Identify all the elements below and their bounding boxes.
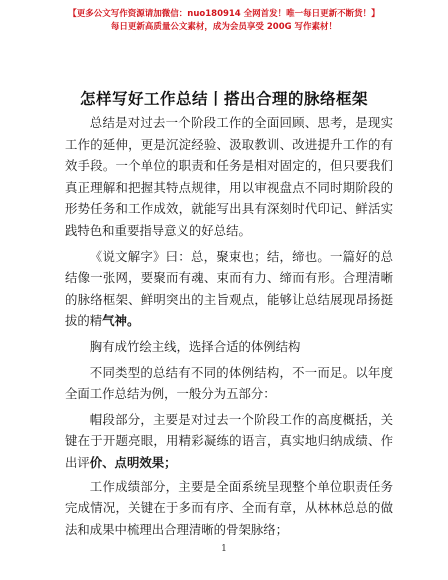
paragraph-shuowen [65,246,393,332]
paragraph-intro-text: 总结是对过去一个阶段工作的全面回顾、思考，是现实工作的延伸，更是沉淀经验、汲取教训、改进提升工作的有效手段。一个单位的职责和任务是相对固定的，但只要我们真正理解和把握其特点规律，用以审视盘点不同时期阶段的形势任务和工作成效，就能写出具有深刻时代印记、鲜活实践特色和重要指导意义的好总结。 [65,115,393,238]
document-body [65,112,393,544]
paragraph-structure-text: 不同类型的总结有不同的体例结构，不一而足。以年度全面工作总结为例，一般分为五部分： [65,364,393,402]
paragraph-shuowen-bold-tail: 气神。 [102,313,140,329]
paragraph-achievements-part [65,476,393,541]
paragraph-opening-part-bold-tail: 价、点明效果； [89,454,177,470]
document-title: 怎样写好工作总结丨搭出合理的脉络框架 [79,90,368,108]
promo-banner-line-1: 【更多公文写作资源请加微信：nuo180914 全网首发！唯一每日更新不断货！】 [68,9,380,19]
paragraph-opening-part-text: 帽段部分，主要是对过去一个阶段工作的高度概括，关键在于开题亮眼，用精彩凝练的语言，真实地归纳成绩、作出评 [65,411,393,470]
paragraph-achievements-part-text: 工作成绩部分，主要是全面系统呈现整个单位职责任务完成情况，关键在于多而有序、全而有章，从林林总总的做法和成果中梳理出合理清晰的骨架脉络； [65,478,393,537]
page-number: 1 [221,544,227,554]
section-heading-mainline [65,336,393,358]
paragraph-structure [65,362,393,405]
paragraph-shuowen-text: 《说文解字》曰：总，聚束也；结，缔也。一篇好的总结像一张网，要聚而有魂、束而有力、缔而有形。合理清晰的脉络框架、鲜明突出的主旨观点，能够让总结展现昂扬挺拔的精 [65,248,393,329]
section-heading-mainline-text: 胸有成竹绘主线，选择合适的体例结构 [89,338,301,354]
promo-banner-line-2: 每日更新高质量公文素材，成为会员享受 200G 写作素材！ [110,22,338,32]
paragraph-intro [65,112,393,242]
promo-banner [0,8,448,34]
paragraph-opening-part [65,409,393,474]
